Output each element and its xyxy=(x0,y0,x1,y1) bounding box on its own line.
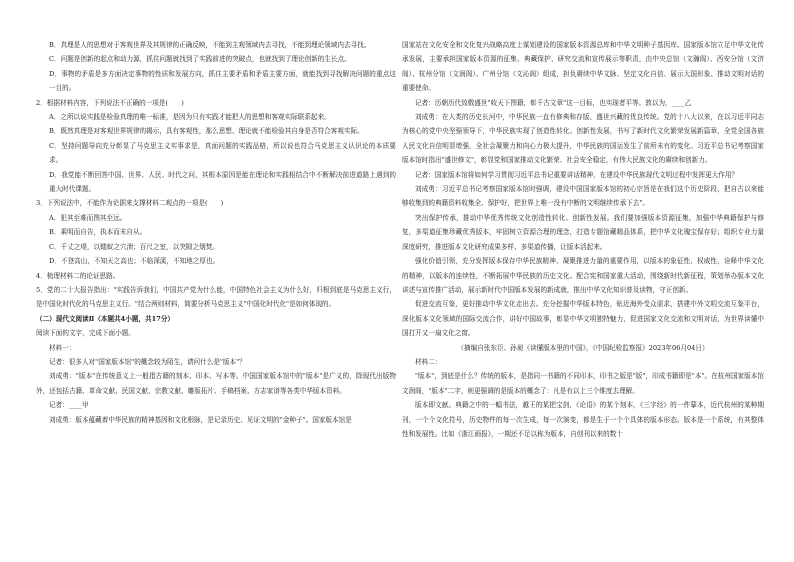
paragraph: D．事物的矛盾是多方面决定事物的性质和发展方向，抓住主要矛盾和矛盾主要方面，就能找到寻找解决问题的重点这一目的。 xyxy=(49,69,396,93)
paragraph: 4．梳理材料二的论证思路。 xyxy=(36,271,120,280)
paragraph: "版本"，到底是什么？传统的版本，是指同一书籍的不同印本，印书之版是"版"，印成书籍即是"本"。在杭州国家版本馆文润阁，"版本"二字，则更强调的是版本的概念了：凡是有以上三个维度去理解。 xyxy=(402,372,764,395)
paragraph: 材料二： xyxy=(415,357,442,366)
paragraph: C．坚持问题导向充分彰显了马克思主义实事求是，真面问题的实践品格，所以说也符合马克思主义认识论的本质要求。 xyxy=(49,141,396,165)
paragraph: 突出保护传承，推动中华优秀传统文化创造性转化、创新性发展。我们要加强版本资源征集，加强中华典籍保护与修复，多渠道征集珍藏优秀版本，牢固树立资源合理的理念，打造专题馆藏精品体系，把中华文化瑰宝保存好；组织专业力量深度研究，推进版本文化研究成果多样、多渠道传播，让版本活起来。 xyxy=(402,213,764,251)
paragraph: 3．下列说法中，不能作为论据来支撑材料二观点的一项是( ) xyxy=(36,199,224,208)
paragraph: 国家站在文化安全和文化复兴战略高度上谋划建设的国家版本资源总库和中华文明种子基因库。国家版本馆立足中华文化传承发展，主要承担国家版本资源的征集、典藏保护、研究交流和宣传展示等职责，由中央总馆（文瀚阁）、西安分馆（文济阁）、杭州分馆（文润阁）、广州分馆（文沁阁）组成，担负赓续中华文脉、坚定文化自信、展示大国形象、推动文明对话的重要使命。 xyxy=(402,41,764,93)
paragraph: B．乘明而自告，执本而末自从。 xyxy=(49,228,147,237)
paragraph: 刘成勇：在人类的历史长河中，中华民族一直有修典和存版、盛世兴藏的优良传统。党的十八大以来，在以习近平同志为核心的党中央坚强领导下，中华民族实现了创造性转化。创新性发展，书写了新时代文化繁荣发展新篇章，全党全国各族人民文化自信明显增强，全社会凝聚力和向心力极大提升，中华民族的国运发生了前所未有的变化。习近平总书记考察国家版本馆时指出"盛世修文"，彰显党和国家推动文化繁荣、社会安全稳定，有伟大民族文化的赓续和创新力。 xyxy=(402,113,764,165)
paragraph: D．我党能不断回答中国、世界、人民、时代之问，其根本原因是能在理论和实践相结合中不断解决前进道路上遇到的重大时代课题。 xyxy=(49,170,396,194)
paragraph: 阅读下面的文字，完成下面小题。 xyxy=(36,329,135,338)
right-column xyxy=(402,38,764,441)
paragraph: 刘成勇："版本"在传统意义上一般指古籍的刻本、印本、写本等。中国国家版本馆中的"版本"是广义的，除现代出版物外，还包括古籍、革命文献、民国文献、宗教文献、雕版拓片、手稿档案、方志家谱等各类中华版本资料。 xyxy=(36,372,396,395)
paragraph: 记者：很多人对"国家版本馆"的概念较为陌生，请问什么是"版本"？ xyxy=(49,357,246,366)
paragraph: C．问题是创新的起点和动力源，抓住问题就找到了实践前进的突破点，也就找到了理论创新的生长点。 xyxy=(49,55,351,64)
paragraph: A．犯其至难而图其至远。 xyxy=(49,213,127,222)
paragraph: 记者：国家版本馆将如何学习贯彻习近平总书记重要讲话精神，在建设中华民族现代文明过程中发挥更大作用？ xyxy=(415,170,739,179)
paragraph: 版本即文献。典籍之中的一幅书法，越王的某把宝剑，《论语》的某个刻本，《三字经》的一件摹本，近代杭州的某种期刊，一个个文化符号，历史物件的每一次生成，每一次演变，都是生于一个个具体的版本形态。版本是一个系统，有其整体性和发展性。比如《浙江画报》，一期还不足以称为版本，自创刊以来的数十 xyxy=(402,401,764,438)
paragraph: 刘成勇：版本蕴藏着中华民族的精神基因和文化根脉，是记录历史、见证文明的"金种子"。国家版本馆是 xyxy=(49,415,352,424)
paragraph: 2．根据材料内容，下列说法不正确的一项是( ) xyxy=(36,98,184,107)
paragraph: B．既然真理是对客观世界规律的揭示，具有客观性，那么思想、理论就不能检验其自身是否符合客观实际。 xyxy=(49,127,364,136)
paragraph: D．不登高山，不知天之高也；不临深溪，不知地之厚也。 xyxy=(49,257,220,266)
paragraph: （摘编自张东臣、孙昶《读懂版本里的中国》，《中国纪检监察报》2023年06月04日） xyxy=(457,343,709,352)
paragraph: 刘成勇：习近平总书记考察国家版本馆时强调，建设中国国家版本馆的初心宗旨是在我们这个历史阶段，把自古以来能够收集到的典籍资料收集全、保护好，把世界上唯一没有中断的文明继续传承下去"。 xyxy=(402,185,764,208)
paragraph: C．千丈之堤，以蝼蚁之穴溃；百尺之室，以突隙之烟焚。 xyxy=(49,242,219,251)
paragraph: 材料一： xyxy=(49,343,76,352)
left-column xyxy=(36,38,396,427)
paragraph: 5．党的二十大报告指出："实践告诉我们，中国共产党为什么能，中国特色社会主义为什么好，归根到底是马克思主义行，是中国化时代化的马克思主义行。"结合两则材料，简要分析马克思主义"中国化时代化"是如何体现的。 xyxy=(36,285,396,309)
paragraph: 记者：历朝历代致敬盛世"收天下图籍，彰千古文章"这一目标，也实现者平等。敦以为，____乙 xyxy=(415,98,692,107)
paragraph: A．之所以说实践是检验真理的唯一标准，是因为只有实践才能把人的思想和客观实际联系起来。 xyxy=(49,113,331,122)
paragraph: 促进交流互鉴，更好推动中华文化走出去。充分挖掘中华版本特色，贴近海外受众需求，搭建中外文明交流互鉴平台，深化版本文化领域的国际交流合作，讲好中国故事，彰显中华文明独特魅力，促进国家文化交流和文明对话，为世界读懂中国打开又一扇文化之窗。 xyxy=(402,300,764,338)
paragraph: （二）现代文阅读Ⅱ（本题共4小题，共17分） xyxy=(36,314,175,323)
paragraph: 强化价值引领，充分发挥版本保存中华民族精神、凝聚推进力量的重要作用，以版本的象征性、权威性，诠释中华文化的精神，以版本的连续性，不断拓展中华民族的历史文化。配合宪和国家重大活动，围绕新时代新征程，策划举办版本文化讲述与宣传推广活动，展示新时代中国版本发展的新成就，推出中华文化知识普及读物，守正创新。 xyxy=(402,257,764,294)
paragraph: 记者：____甲 xyxy=(49,401,89,410)
paragraph: B．真理是人的思想对于客观世界及其规律的正确反映，不能到主观领域内去寻找，不能到理论领域内去寻找。 xyxy=(49,41,371,49)
